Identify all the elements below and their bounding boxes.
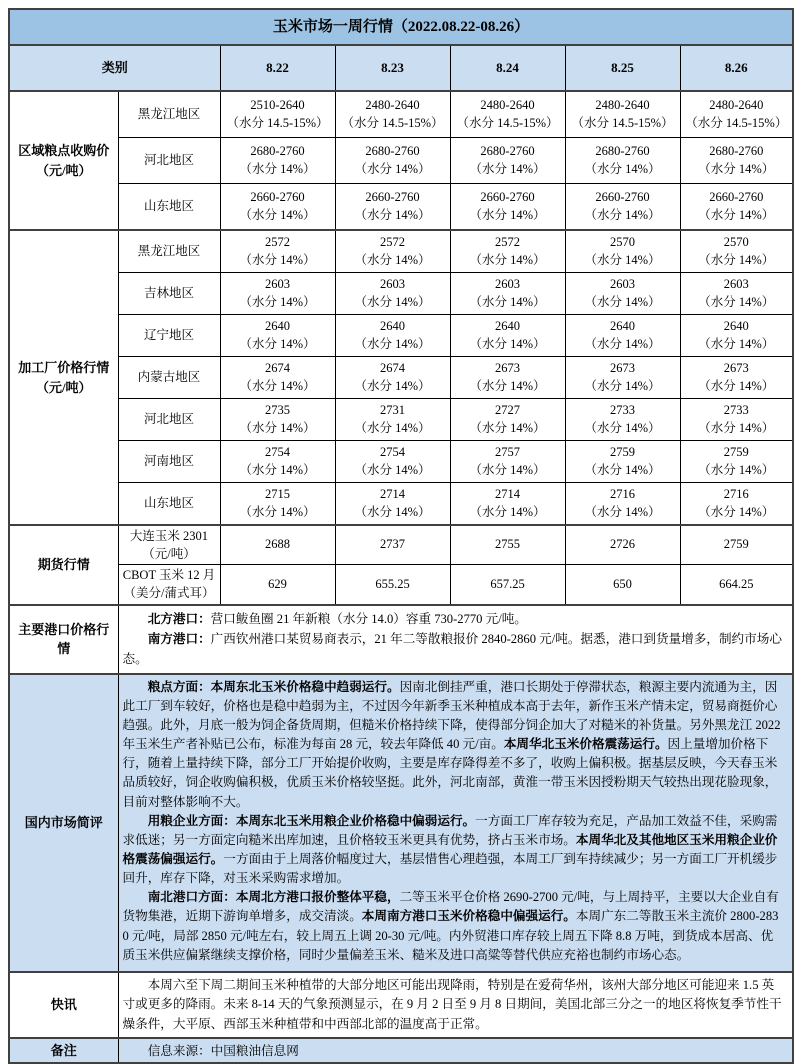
price-cell: 2572 （水分 14%） — [335, 230, 450, 273]
review-text: 粮点方面：本周东北玉米价格稳中趋弱运行。因南北倒挂严重，港口长期处于停滞状态，粮源主要内流通为主，因此工厂到车较好，价格也是稳中趋弱为主，不过因今年新季玉米种植成本高于去年，新作玉米产情未定，贸易商挺价心趋强。此外，月底一般为饲企备货周期，但糙米价格持续下降，使得部分饲企加大了对糙米的补货量。另外黑龙江 2022 年玉米生产者补贴已公布，标准为每亩 28 元，较去年降低 40 元/亩。本周华北玉米价格震荡运行。因上量增加价格下行，随着上量持续下降，部分工厂开始提价收购，主要是库存降得差不多了，收购上偏积极。据基层反映，今天春玉米品质较好，饲企收购偏积极，优质玉米价格较坚挺。此外，河北南部，黄淮一带玉米因授粉期天气较热出现花脸现象，目前对整体影响不大。 用粮企业方面：本周东北玉米用粮企业价格稳中偏弱运行。一方面工厂库存较为充足，产品加工效益不佳，采购需求低迷；另一方面定向糙米出库加速，且价格较玉米更具有优势，挤占玉米市场。本周华北及其他地区玉米用粮企业价格震荡偏强运行。一方面由于上周落价幅度过大，基层惜售心理趋强，本周工厂到车持续减少；另一方面工厂开机缓步回升，库存下降，对玉米采购需求增加。 南北港口方面：本周北方港口报价整体平稳，二等玉米平仓价格 2690-2700 元/吨，与上周持平，主要以大企业自有货物集港，近期下游询单增多，成交清淡。本周南方港口玉米价格稳中偏强运行。本周广东二等散玉米主流价 2800-2830 元/吨，局部 2850 元/吨左右，较上周五上调 20-30 元/吨。内外贸港口库存较上周五下降 8.8 万吨，到货成本居高、优质玉米供应偏紧继续支撑价格，同时少量偏差玉米、糙米及进口高粱等替代供应充裕也制约市场心态。 — [118, 674, 793, 972]
price-cell: 2733 （水分 14%） — [565, 399, 680, 441]
price-cell: 2673 （水分 14%） — [450, 357, 565, 399]
price-cell: 2510-2640 （水分 14.5-15%） — [220, 91, 335, 138]
price-cell: 2603 （水分 14%） — [450, 273, 565, 315]
price-cell: 2660-2760 （水分 14%） — [220, 184, 335, 231]
price-cell: 2733 （水分 14%） — [680, 399, 793, 441]
price-cell: 2716 （水分 14%） — [680, 483, 793, 526]
region-label: 山东地区 — [118, 184, 220, 231]
price-cell: 2735 （水分 14%） — [220, 399, 335, 441]
section-label-review: 国内市场简评 — [9, 674, 118, 972]
price-cell: 2680-2760 （水分 14%） — [335, 138, 450, 184]
futures-price-cell: 2737 — [335, 525, 450, 565]
futures-price-cell: 650 — [565, 565, 680, 605]
price-cell: 2570 （水分 14%） — [680, 230, 793, 273]
corn-market-weekly-table — [8, 8, 794, 1064]
futures-price-cell: 2688 — [220, 525, 335, 565]
price-cell: 2640 （水分 14%） — [220, 315, 335, 357]
futures-price-cell: 2755 — [450, 525, 565, 565]
region-label: 河南地区 — [118, 441, 220, 483]
remark-text: 信息来源：中国粮油信息网 — [118, 1038, 793, 1063]
price-cell: 2480-2640 （水分 14.5-15%） — [450, 91, 565, 138]
price-cell: 2640 （水分 14%） — [680, 315, 793, 357]
price-cell: 2660-2760 （水分 14%） — [680, 184, 793, 231]
region-label: 吉林地区 — [118, 273, 220, 315]
futures-price-cell: 655.25 — [335, 565, 450, 605]
futures-price-cell: 629 — [220, 565, 335, 605]
column-header-date: 8.26 — [680, 45, 793, 91]
region-label: 河北地区 — [118, 138, 220, 184]
column-header-date: 8.25 — [565, 45, 680, 91]
price-cell: 2640 （水分 14%） — [565, 315, 680, 357]
price-cell: 2673 （水分 14%） — [680, 357, 793, 399]
price-cell: 2674 （水分 14%） — [220, 357, 335, 399]
price-cell: 2673 （水分 14%） — [565, 357, 680, 399]
price-cell: 2603 （水分 14%） — [335, 273, 450, 315]
column-header-date: 8.22 — [220, 45, 335, 91]
price-cell: 2674 （水分 14%） — [335, 357, 450, 399]
price-cell: 2680-2760 （水分 14%） — [450, 138, 565, 184]
column-header-date: 8.23 — [335, 45, 450, 91]
price-cell: 2660-2760 （水分 14%） — [450, 184, 565, 231]
price-cell: 2754 （水分 14%） — [220, 441, 335, 483]
price-cell: 2660-2760 （水分 14%） — [335, 184, 450, 231]
column-header-date: 8.24 — [450, 45, 565, 91]
price-cell: 2731 （水分 14%） — [335, 399, 450, 441]
ports-text: 北方港口：营口鲅鱼圈 21 年新粮（水分 14.0）容重 730-2770 元/吨。 南方港口：广西钦州港口某贸易商表示，21 年二等散粮报价 2840-2860 元/吨。据悉，港口到货量增多，制约市场心态。 — [118, 605, 793, 674]
price-cell: 2480-2640 （水分 14.5-15%） — [565, 91, 680, 138]
futures-contract-label: CBOT 玉米 12 月 （美分/蒲式耳） — [118, 565, 220, 605]
price-cell: 2715 （水分 14%） — [220, 483, 335, 526]
futures-price-cell: 664.25 — [680, 565, 793, 605]
price-cell: 2680-2760 （水分 14%） — [565, 138, 680, 184]
section-label-remark: 备注 — [9, 1038, 118, 1063]
price-cell: 2480-2640 （水分 14.5-15%） — [335, 91, 450, 138]
page-title: 玉米市场一周行情（2022.08.22-08.26） — [9, 9, 793, 45]
news-text: 本周六至下周二期间玉米种植带的大部分地区可能出现降雨，特别是在爱荷华州，该州大部分地区可能迎来 1.5 英寸或更多的降雨。未来 8-14 天的气象预测显示，在 9 月 2 日至 9 月 8 日期间，美国北部三分之一的地区将恢复季节性干燥条件，大平原、西部玉米种植带和中西部北部的温度高于正常。 — [118, 972, 793, 1039]
column-header-category: 类别 — [9, 45, 220, 91]
price-cell: 2716 （水分 14%） — [565, 483, 680, 526]
section-label-futures: 期货行情 — [9, 525, 118, 605]
region-label: 山东地区 — [118, 483, 220, 526]
price-cell: 2640 （水分 14%） — [450, 315, 565, 357]
price-cell: 2480-2640 （水分 14.5-15%） — [680, 91, 793, 138]
price-cell: 2757 （水分 14%） — [450, 441, 565, 483]
section-label-factory: 加工厂价格行情 （元/吨） — [9, 230, 118, 525]
section-label-news: 快讯 — [9, 972, 118, 1039]
price-cell: 2754 （水分 14%） — [335, 441, 450, 483]
futures-contract-label: 大连玉米 2301 （元/吨） — [118, 525, 220, 565]
price-cell: 2603 （水分 14%） — [565, 273, 680, 315]
price-cell: 2727 （水分 14%） — [450, 399, 565, 441]
price-cell: 2603 （水分 14%） — [220, 273, 335, 315]
price-cell: 2680-2760 （水分 14%） — [680, 138, 793, 184]
price-cell: 2660-2760 （水分 14%） — [565, 184, 680, 231]
price-cell: 2759 （水分 14%） — [565, 441, 680, 483]
section-label-ports: 主要港口价格行情 — [9, 605, 118, 674]
region-label: 辽宁地区 — [118, 315, 220, 357]
futures-price-cell: 657.25 — [450, 565, 565, 605]
price-cell: 2714 （水分 14%） — [335, 483, 450, 526]
section-label-purchase: 区域粮点收购价 （元/吨） — [9, 91, 118, 230]
futures-price-cell: 2726 — [565, 525, 680, 565]
price-cell: 2640 （水分 14%） — [335, 315, 450, 357]
price-cell: 2714 （水分 14%） — [450, 483, 565, 526]
region-label: 河北地区 — [118, 399, 220, 441]
price-cell: 2603 （水分 14%） — [680, 273, 793, 315]
price-cell: 2572 （水分 14%） — [450, 230, 565, 273]
price-cell: 2570 （水分 14%） — [565, 230, 680, 273]
region-label: 黑龙江地区 — [118, 91, 220, 138]
price-cell: 2759 （水分 14%） — [680, 441, 793, 483]
price-cell: 2680-2760 （水分 14%） — [220, 138, 335, 184]
region-label: 黑龙江地区 — [118, 230, 220, 273]
price-cell: 2572 （水分 14%） — [220, 230, 335, 273]
futures-price-cell: 2759 — [680, 525, 793, 565]
region-label: 内蒙古地区 — [118, 357, 220, 399]
